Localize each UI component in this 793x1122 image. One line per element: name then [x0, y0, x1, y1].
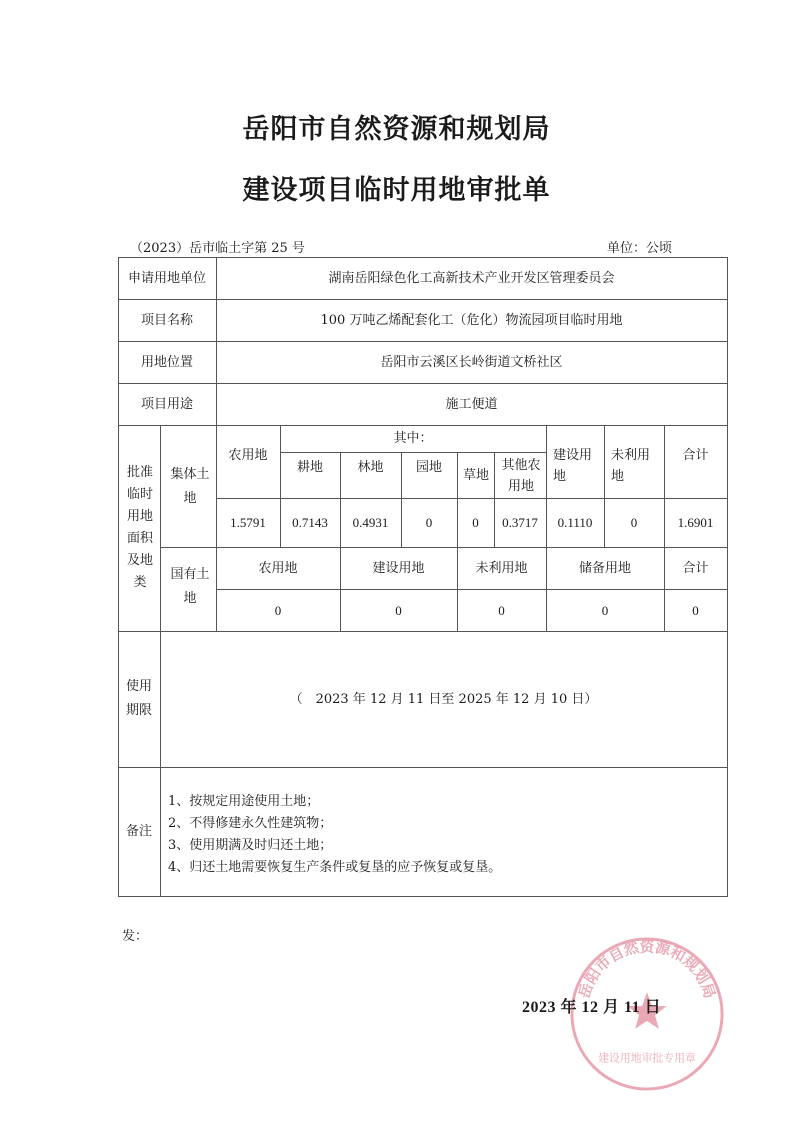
- col-garden-label: 园地: [415, 459, 442, 475]
- col-total-label: 合计: [682, 447, 709, 463]
- col-agricultural-value: 1.5791: [230, 515, 266, 530]
- period-value: （ 2023 年 12 月 11 日至 2025 年 12 月 10 日）: [289, 691, 598, 707]
- document-number: （2023）岳市临土字第 25 号: [130, 241, 305, 256]
- col-cultivated-label: 耕地: [296, 459, 323, 475]
- location-label: 用地位置: [140, 354, 193, 370]
- col-garden-value: 0: [425, 515, 433, 530]
- col-other-agri-label: 其他农用地: [501, 458, 541, 494]
- col-other-agri-value: 0.3717: [502, 515, 538, 530]
- state-agricultural-label: 农用地: [258, 560, 298, 576]
- state-unused-value: 0: [498, 602, 505, 618]
- remark-item: 2、不得修建永久性建筑物；: [168, 816, 333, 831]
- state-construction-value: 0: [395, 602, 402, 618]
- col-forest-label: 林地: [357, 459, 384, 475]
- cc-label: 发：: [122, 929, 149, 944]
- state-reserve-label: 储备用地: [578, 560, 631, 576]
- col-forest-value: 0.4931: [352, 515, 389, 530]
- state-reserve-value: 0: [601, 602, 609, 618]
- remark-item: 4、归还土地需要恢复生产条件或复垦的应予恢复或复垦。: [168, 860, 502, 875]
- state-unused-label: 未利用地: [475, 560, 528, 576]
- location-value: 岳阳市云溪区长岭街道文桥社区: [380, 354, 563, 370]
- remark-item: 3、使用期满及时归还土地；: [168, 838, 333, 853]
- svg-text:建设用地审批专用章: 建设用地审批专用章: [598, 1051, 696, 1065]
- purpose-label: 项目用途: [140, 396, 193, 412]
- state-total-label: 合计: [682, 560, 709, 576]
- collective-land-label: 集体土地: [170, 467, 210, 506]
- project-name-value: 100 万吨乙烯配套化工（危化）物流园项目临时用地: [320, 312, 623, 328]
- of-which-label: 其中：: [393, 431, 433, 446]
- col-unused-value: 0: [630, 515, 638, 530]
- col-grass-value: 0: [472, 515, 479, 530]
- svg-text:岳阳市自然资源和规划局: 岳阳市自然资源和规划局: [576, 938, 718, 1001]
- project-name-label: 项目名称: [140, 312, 193, 328]
- col-total-value: 1.6901: [677, 515, 714, 530]
- issue-date: 2023 年 12 月 11 日: [522, 999, 662, 1016]
- remark-item: 1、按规定用途使用土地；: [168, 794, 320, 809]
- remarks-list: [168, 791, 501, 879]
- purpose-value: 施工便道: [445, 396, 498, 412]
- state-land-label: 国有土地: [170, 567, 210, 606]
- unit-label: 单位：公顷: [607, 241, 673, 256]
- document-subtitle: 建设项目临时用地审批单: [242, 175, 551, 206]
- col-grass-label: 草地: [462, 467, 489, 483]
- col-construction-value: 0.1110: [557, 515, 593, 530]
- remarks-label: 备注: [125, 824, 152, 839]
- applicant-value: 湖南岳阳绿色化工高新技术产业开发区管理委员会: [328, 270, 615, 286]
- area-label: 批准临时用地面积及地类: [126, 465, 153, 590]
- applicant-label: 申请用地单位: [127, 270, 206, 286]
- col-agricultural-label: 农用地: [228, 447, 268, 463]
- state-agricultural-value: 0: [274, 602, 282, 618]
- col-unused-label: 未利用地: [611, 448, 651, 484]
- col-construction-label: 建设用地: [553, 448, 593, 484]
- state-construction-label: 建设用地: [372, 560, 425, 576]
- period-label: 使用期限: [125, 679, 152, 718]
- state-total-value: 0: [692, 602, 699, 618]
- col-cultivated-value: 0.7143: [292, 515, 328, 530]
- document-title: 岳阳市自然资源和规划局: [242, 114, 551, 145]
